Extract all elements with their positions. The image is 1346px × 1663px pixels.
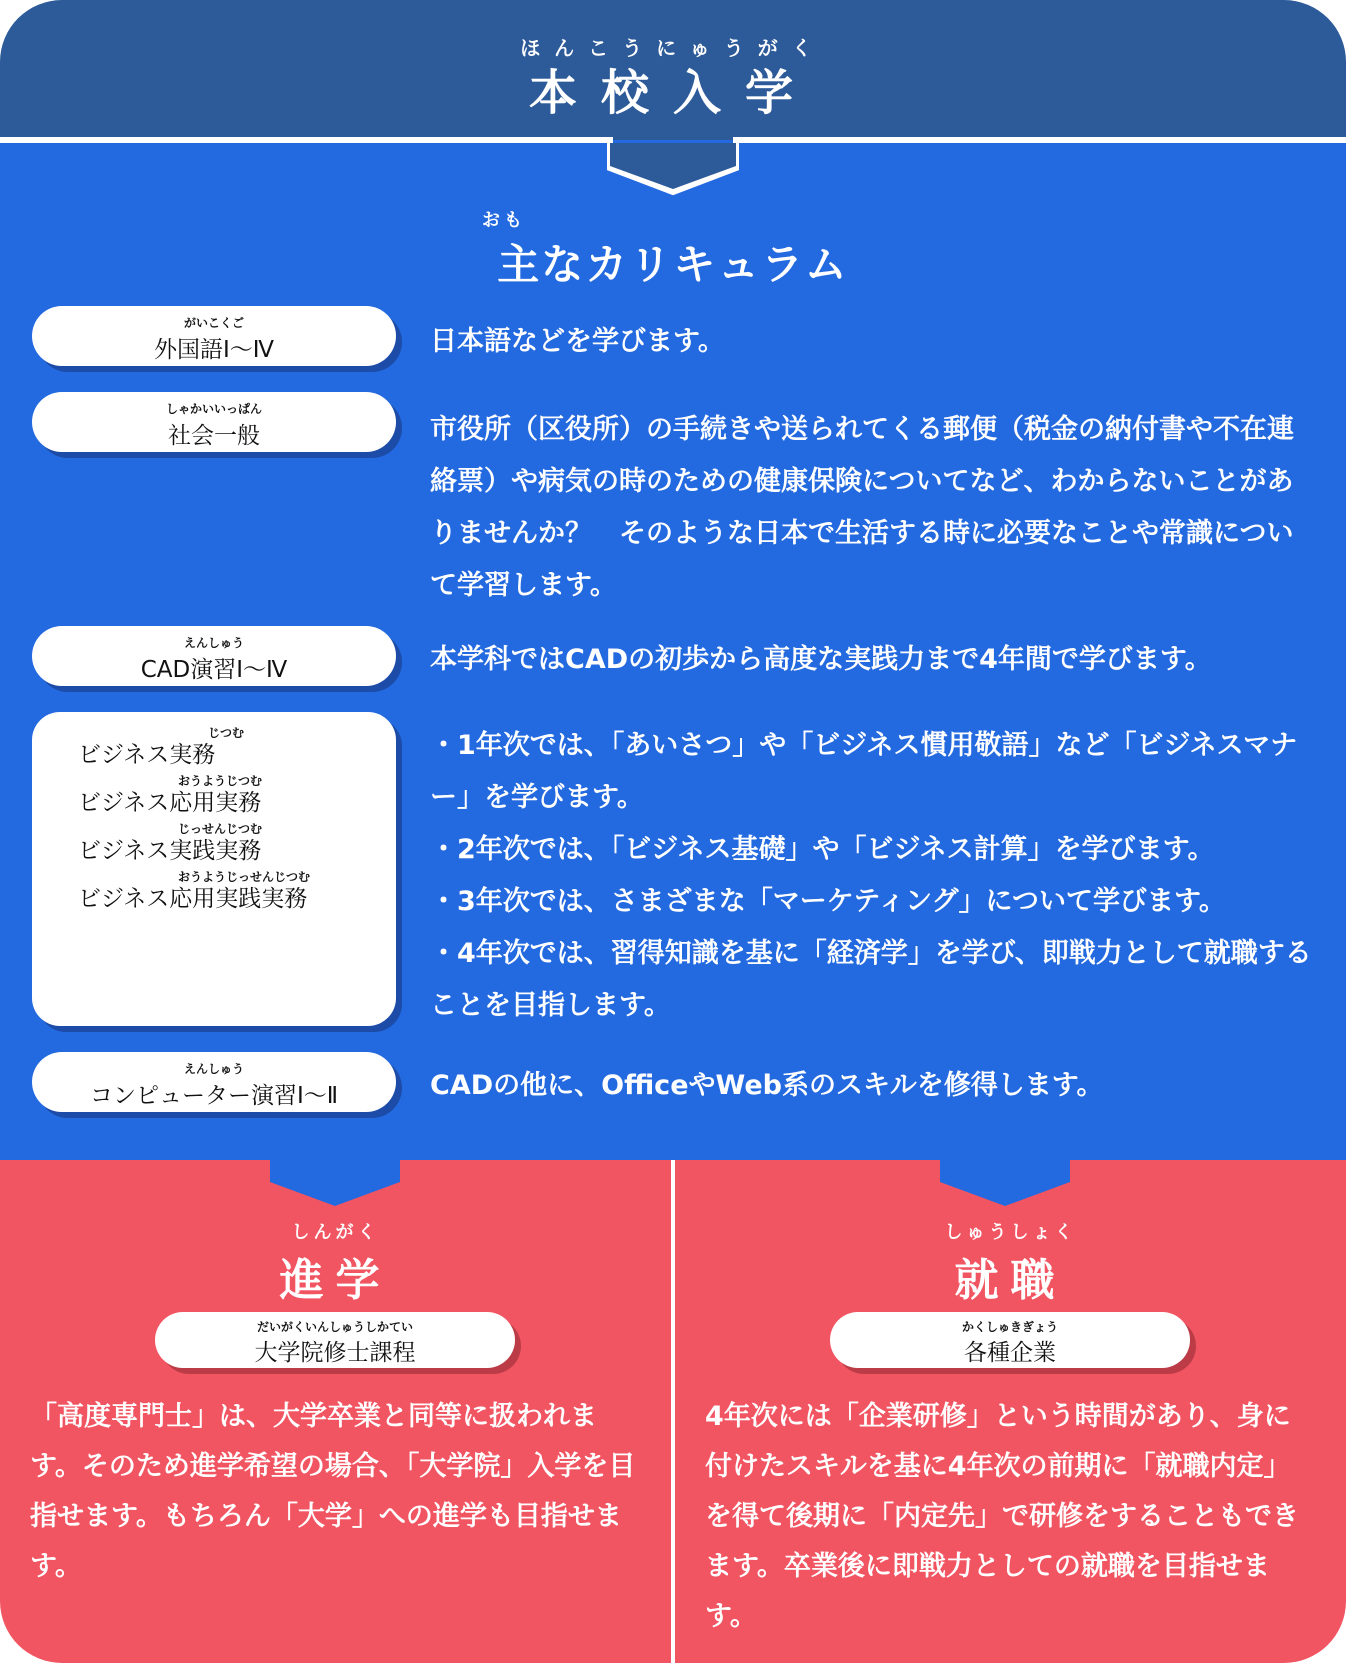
employment-title: 就職 — [954, 1255, 1067, 1306]
header-banner — [0, 0, 1346, 140]
business-bullet: ・3年次では、さまざまな「マーケティング」について学びます。 — [430, 886, 1226, 917]
advance-title: 進学 — [279, 1255, 392, 1306]
chevron-down-icon — [0, 130, 1346, 210]
business-bullet: ・1年次では、「あいさつ」や「ビジネス慣用敬語」など「ビジネスマナー」を学びます。 — [430, 730, 1298, 813]
course-ruby: えんしゅう — [183, 1062, 244, 1076]
course-desc: 本学科ではCADの初歩から高度な実践力まで4年間で学びます。 — [430, 644, 1212, 675]
course-ruby: しゃかいいっぱん — [165, 402, 262, 416]
business-item: ビジネス応用実践実務 — [78, 886, 308, 912]
business-ruby: じつむ — [208, 726, 245, 740]
course-desc: 日本語などを学びます。 — [430, 326, 725, 357]
course-label: コンピューター演習Ⅰ～Ⅱ — [89, 1083, 339, 1109]
business-ruby: おうようじっせんじつむ — [178, 870, 311, 884]
section-ruby: おも — [482, 210, 526, 231]
header-title: 本校入学 — [528, 65, 817, 121]
employment-tag-ruby: かくしゅきぎょう — [961, 1320, 1058, 1334]
advance-ruby: しんがく — [291, 1222, 380, 1243]
business-desc — [430, 720, 1320, 1032]
course-label: 社会一般 — [168, 423, 260, 449]
course-desc: CADの他に、OfficeやWeb系のスキルを修得します。 — [430, 1070, 1104, 1101]
course-label: CAD演習Ⅰ～Ⅳ — [140, 657, 288, 683]
course-label: 外国語Ⅰ～Ⅳ — [153, 337, 274, 363]
course-desc: 市役所（区役所）の手続きや送られてくる郵便（税金の納付書や不在連絡票）や病気の時のための健康保険についてなど、わからないことがありませんか？ そのような日本で生活する時に必要なことや常識について学習します。 — [430, 414, 1294, 601]
course-ruby: えんしゅう — [183, 636, 244, 650]
course-pill-society — [32, 392, 396, 452]
advance-tag-ruby: だいがくいんしゅうしかてい — [256, 1320, 413, 1334]
employment-ruby: しゅうしょく — [944, 1222, 1077, 1243]
business-ruby: じっせんじつむ — [178, 822, 263, 836]
course-pill-foreign-language — [32, 306, 396, 366]
employment-panel — [675, 1160, 1346, 1663]
business-bullet: ・2年次では、「ビジネス基礎」や「ビジネス計算」を学びます。 — [430, 834, 1215, 865]
business-ruby: おうようじつむ — [178, 774, 263, 788]
employment-tag — [830, 1312, 1190, 1368]
employment-body: 4年次には「企業研修」という時間があり、身に付けたスキルを基に4年次の前期に「就職内定」を得て後期に「内定先」で研修をすることもできます。卒業後に即戦力としての就職を目指せます。 — [705, 1401, 1299, 1632]
advance-tag-label: 大学院修士課程 — [254, 1340, 416, 1366]
chevron-down-icon — [675, 1160, 1346, 1220]
business-item: ビジネス応用実務 — [78, 790, 262, 816]
employment-tag-label: 各種企業 — [964, 1340, 1056, 1366]
header-ruby: ほんこうにゅうがく — [520, 36, 826, 60]
advance-tag — [155, 1312, 515, 1368]
course-ruby: がいこくご — [183, 316, 244, 330]
business-bullet: ・4年次では、習得知識を基に「経済学」を学び、即戦力として就職することを目指します。 — [430, 938, 1312, 1021]
course-card-business — [32, 712, 396, 1026]
section-title: 主なカリキュラム — [497, 240, 849, 289]
course-pill-cad — [32, 626, 396, 686]
business-item: ビジネス実践実務 — [78, 838, 262, 864]
business-item: ビジネス実務 — [78, 742, 216, 768]
advance-body: 「高度専門士」は、大学卒業と同等に扱われます。そのため進学希望の場合、「大学院」入学を目指せます。もちろん「大学」への進学も目指せます。 — [30, 1401, 636, 1582]
advance-panel — [0, 1160, 671, 1663]
chevron-down-icon — [0, 1160, 671, 1220]
course-pill-computer — [32, 1052, 396, 1112]
